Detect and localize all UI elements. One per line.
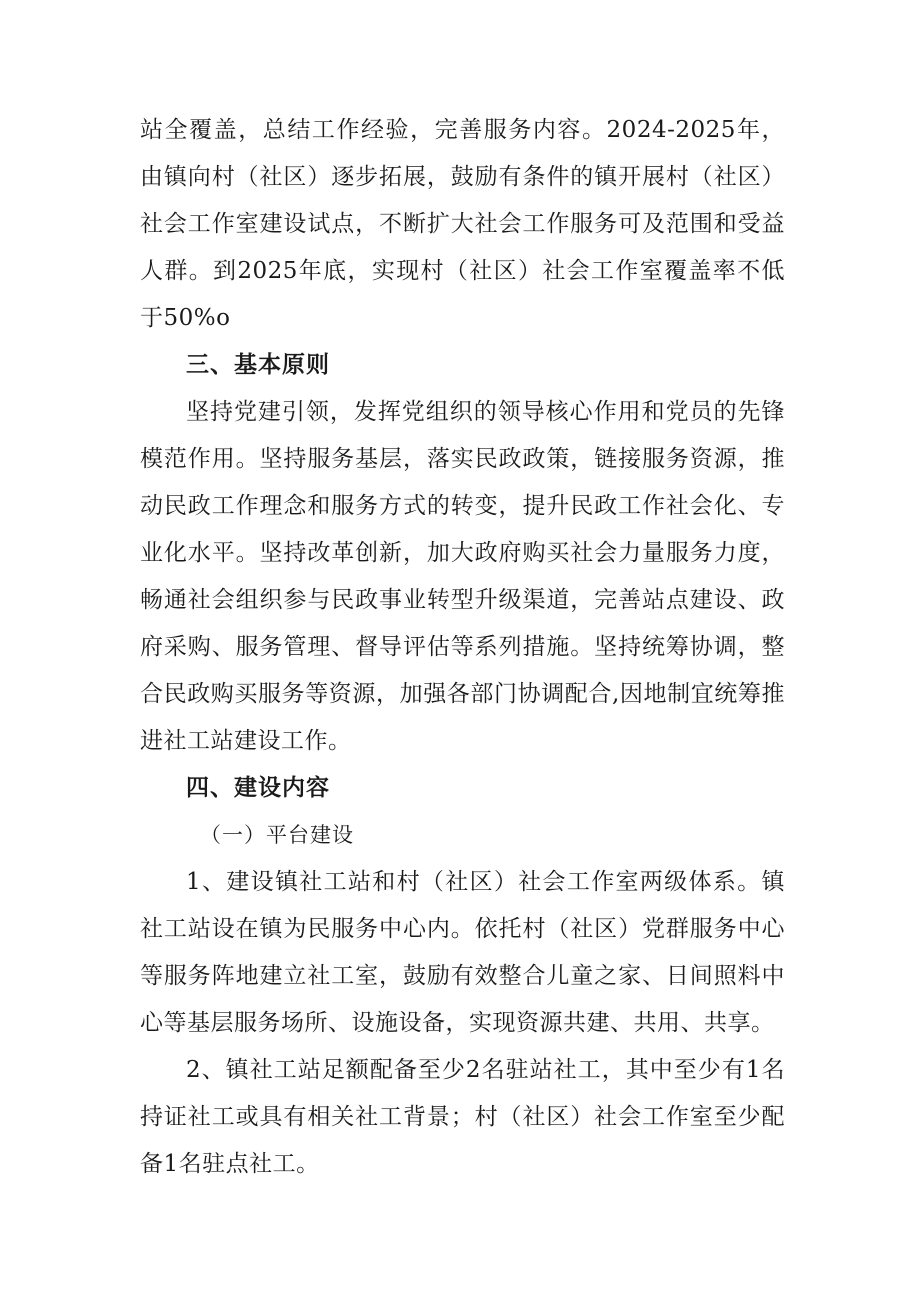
document-body [140, 107, 785, 1188]
list-item-2: 2、镇社工站足额配备至少2名驻站社工，其中至少有1名持证社工或具有相关社工背景；村（社区）社会工作室至少配备1名驻点社工。 [140, 1057, 785, 1177]
basic-principles-paragraph: 坚持党建引领，发挥党组织的领导核心作用和党员的先锋模范作用。坚持服务基层，落实民政政策，链接服务资源，推动民政工作理念和服务方式的转变，提升民政工作社会化、专业化水平。坚持改革创新，加大政府购买社会力量服务力度，畅通社会组织参与民政事业转型升级渠道，完善站点建设、政府采购、服务管理、督导评估等系列措施。坚持统筹协调，整合民政购买服务等资源，加强各部门协调配合,因地制宜统筹推进社工站建设工作。 [140, 399, 785, 754]
section-heading-construction-content: 四、建设内容 [186, 775, 330, 801]
subsection-heading-platform: （一）平台建设 [200, 823, 354, 847]
section-heading-basic-principles: 三、基本原则 [186, 352, 330, 378]
list-item-1: 1、建设镇社工站和村（社区）社会工作室两级体系。镇社工站设在镇为民服务中心内。依托村（社区）党群服务中心等服务阵地建立社工室，鼓励有效整合儿童之家、日间照料中心等基层服务场所、设施设备，实现资源共建、共用、共享。 [140, 869, 785, 1036]
continuation-paragraph: 站全覆盖，总结工作经验，完善服务内容。2024-2025年，由镇向村（社区）逐步拓展，鼓励有条件的镇开展村（社区）社会工作室建设试点，不断扩大社会工作服务可及范围和受益人群。到2025年底，实现村（社区）社会工作室覆盖率不低于50%o [140, 117, 785, 331]
